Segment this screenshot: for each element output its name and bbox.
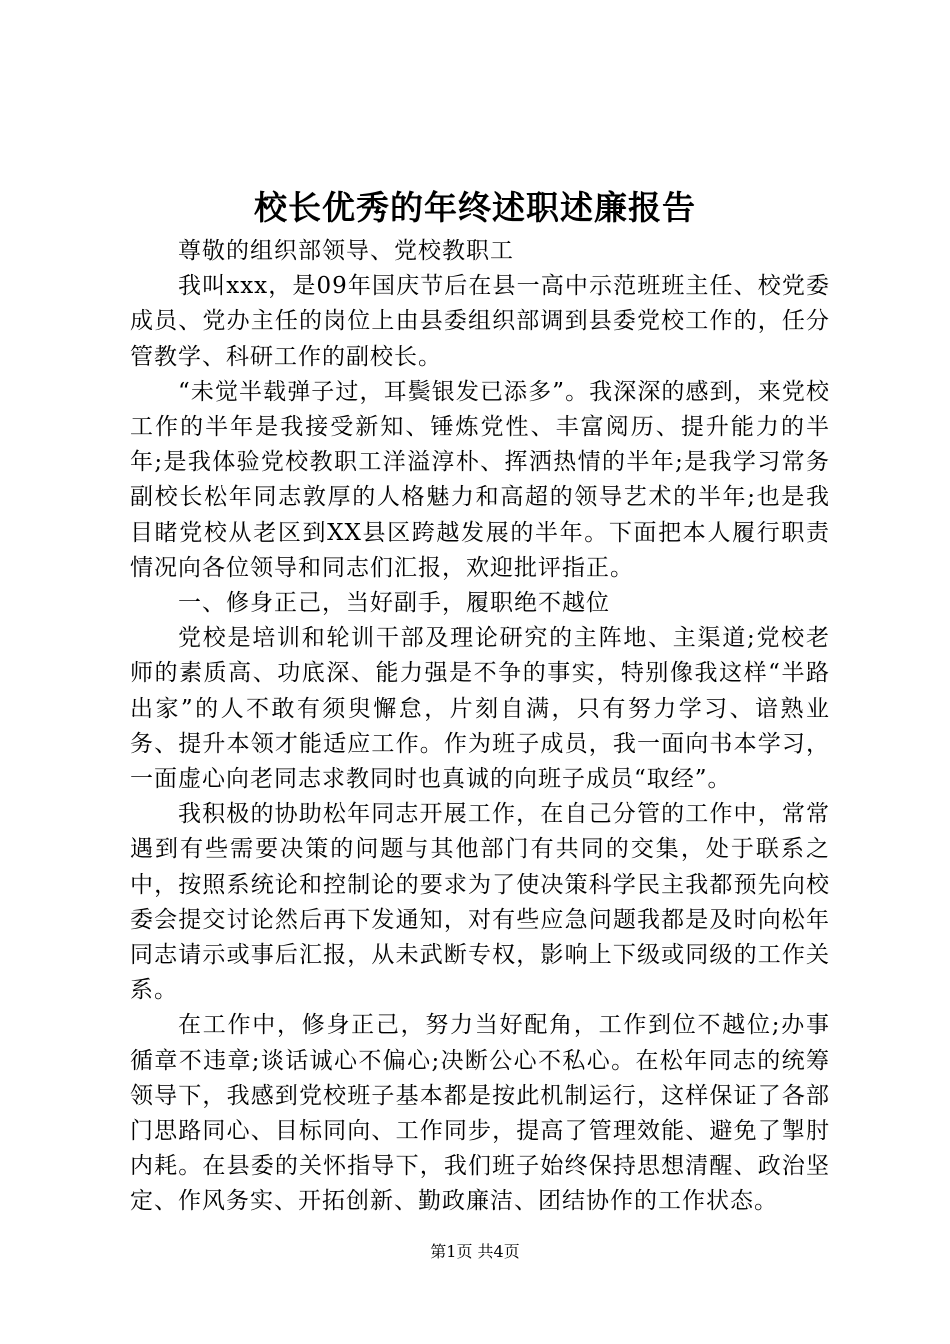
body-paragraph: 在工作中，修身正己，努力当好配角，工作到位不越位;办事循章不违章;谈话诚心不偏心;决断公心不私心。在松年同志的统筹领导下，我感到党校班子基本都是按此机制运行，这样保证了各部门思路同心、目标同向、工作同步，提高了管理效能、避免了掣肘内耗。在县委的关怀指导下，我们班子始终保持思想清醒、政治坚定、作风务实、开拓创新、勤政廉洁、团结协作的工作状态。 <box>130 1012 830 1215</box>
body-paragraph: 我叫xxx，是09年国庆节后在县一高中示范班班主任、校党委成员、党办主任的岗位上由县委组织部调到县委党校工作的，任分管教学、科研工作的副校长。 <box>130 273 830 370</box>
body-paragraph: “未觉半载弹子过，耳鬓银发已添多”。我深深的感到，来党校工作的半年是我接受新知、锤炼党性、丰富阅历、提升能力的半年;是我体验党校教职工洋溢淳朴、挥洒热情的半年;是我学习常务副校长松年同志敦厚的人格魅力和高超的领导艺术的半年;也是我目睹党校从老区到XX县区跨越发展的半年。下面把本人履行职责情况向各位领导和同志们汇报，欢迎批评指正。 <box>130 378 830 581</box>
body-paragraph: 党校是培训和轮训干部及理论研究的主阵地、主渠道;党校老师的素质高、功底深、能力强是不争的事实，特别像我这样“半路出家”的人不敢有须臾懈怠，片刻自满，只有努力学习、谙熟业务、提升本领才能适应工作。作为班子成员，我一面向书本学习，一面虚心向老同志求教同时也真诚的向班子成员“取经”。 <box>130 625 830 793</box>
page-number: 第1页 共4页 <box>430 1242 520 1261</box>
document-body <box>130 234 830 1220</box>
body-paragraph: 我积极的协助松年同志开展工作，在自己分管的工作中，常常遇到有些需要决策的问题与其他部门有共同的交集，处于联系之中，按照系统论和控制论的要求为了使决策科学民主我都预先向校委会提交讨论然后再下发通知，对有些应急问题我都是及时向松年同志请示或事后汇报，从未武断专权，影响上下级或同级的工作关系。 <box>130 801 830 1004</box>
page-title: 校长优秀的年终述职述廉报告 <box>254 188 696 227</box>
salutation-paragraph: 尊敬的组织部领导、党校教职工 <box>178 238 514 264</box>
section-heading: 一、修身正己，当好副手，履职绝不越位 <box>178 590 610 617</box>
